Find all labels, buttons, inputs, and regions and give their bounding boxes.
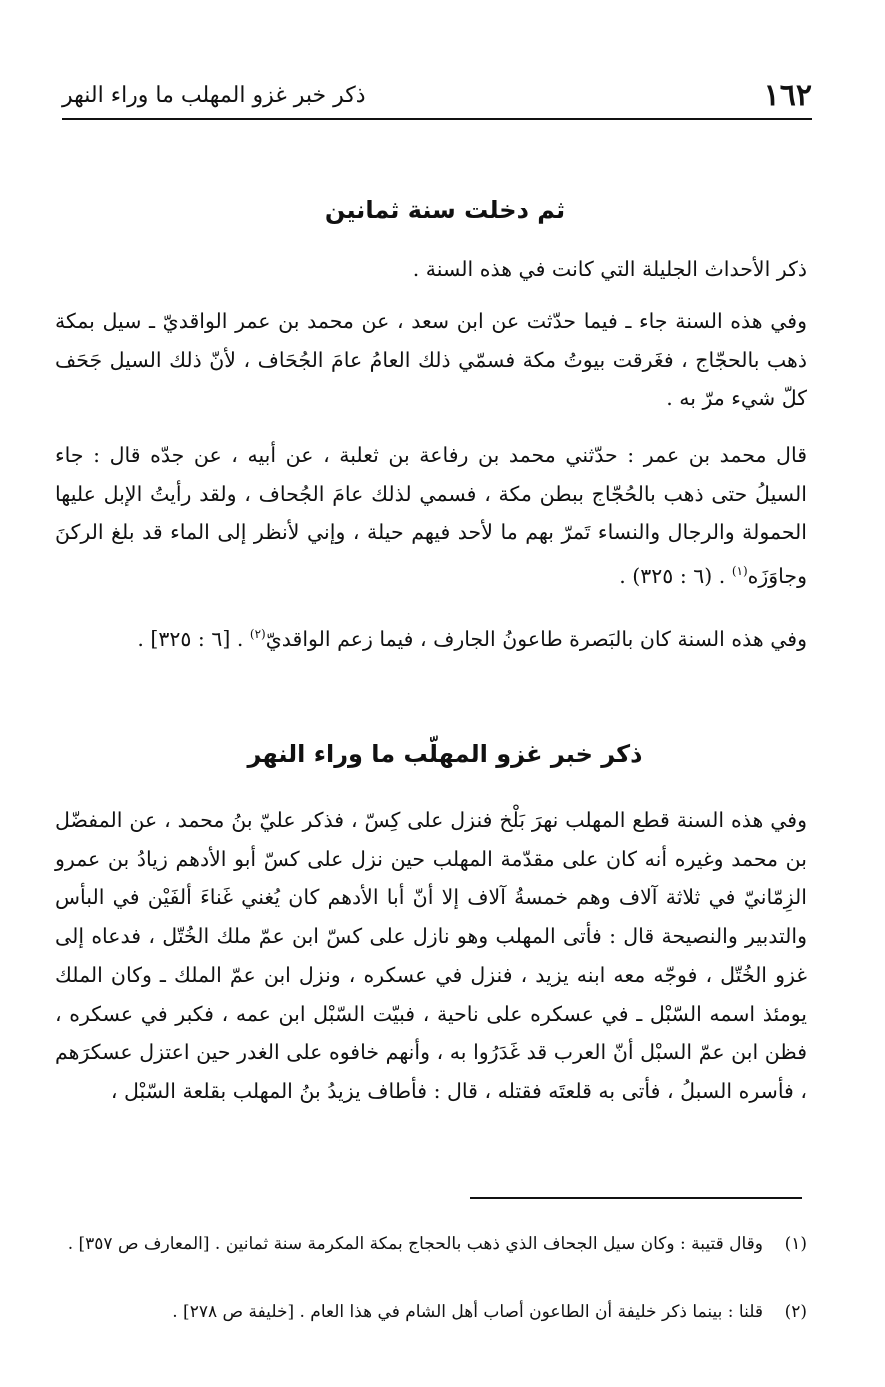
paragraph-flood [55, 302, 807, 418]
footnote-ref-2[interactable]: (٢) [249, 627, 266, 641]
page-number: ١٦٢ [763, 78, 812, 113]
paragraph-body: وفي هذه السنة كان بالبَصرة طاعونُ الجارف ، فيما زعم الواقديّ [265, 626, 807, 651]
paragraph-muhallab [55, 801, 807, 1111]
running-header [62, 78, 812, 114]
footnote-text: قلنا : بينما ذكر خليفة أن الطاعون أصاب أهل الشام في هذا العام . [خليفة ص ٢٧٨] . [172, 1302, 763, 1322]
paragraph-narration [55, 436, 807, 596]
footnote-number: (٢) [784, 1302, 807, 1322]
section-heading-muhallab: ذكر خبر غزو المهلّب ما وراء النهر [247, 740, 643, 768]
source-ref: . [٦ : ٣٢٥] . [137, 626, 250, 651]
paragraph-text [55, 615, 807, 659]
footnote-1 [55, 1228, 807, 1260]
footnote-number: (١) [784, 1234, 807, 1254]
paragraph-body: قال محمد بن عمر : حدّثني محمد بن رفاعة بن ثعلبة ، عن أبيه ، عن جدّه قال : جاء السيلُ حتى ذهب بالحُجّاج ببطن مكة ، فسمي لذلك عامَ الجُحاف ، ولقد رأيتُ الإبل عليها الحمولة والرجال والنساء تَمرّ بهم ما لأحد فيهم حيلة ، وإني لأنظر إلى الماء قد بلغ الركنَ وجاوَزَه [55, 443, 807, 588]
paragraph-text [55, 436, 807, 596]
header-rule [62, 118, 812, 120]
intro-line: ذكر الأحداث الجليلة التي كانت في هذه السنة . [412, 257, 807, 281]
paragraph-text: وفي هذه السنة جاء ـ فيما حدّثت عن ابن سعد ، عن محمد بن عمر الواقديّ ـ سيل بمكة ذهب بالحجّاج ، فغَرقت بيوتُ مكة فسمّي ذلك العامُ عامَ الجُحَاف ، لأنّ ذلك السيل جَحَف كلّ شيء مرّ به . [55, 309, 807, 411]
section-intro [55, 250, 807, 289]
footnote-ref-1[interactable]: (١) [731, 564, 748, 579]
section-heading-year-80: ثم دخلت سنة ثمانين [324, 196, 566, 224]
paragraph-text: وفي هذه السنة قطع المهلب نهرَ بَلْخ فنزل على كِسّ ، فذكر عليّ بنُ محمد ، عن المفضّل بن محمد وغيره أنه كان على مقدّمة المهلب حين نزل على كسّ أبو الأدهم زيادُ بن عمرو الزِمّانيّ في ثلاثة آلاف وهم خمسةُ آلاف إلا أنّ أبا الأدهم كان يُغني غَناءَ ألفَيْن في البأس والتدبير والنصيحة قال : فأتى المهلب وهو نازل على كسّ ابن عمّ ملك الخُتّل ، فدعاه إلى غزو الخُتّل ، فوجّه معه ابنه يزيد ، فنزل في عسكره ، ونزل ابن عمّ الملك ـ وكان الملك يومئذ اسمه السّبْل ـ في عسكره على ناحية ، فبيّت السّبْل ابن عمه ، فكبر في عسكره ، فظن ابن عمّ السبْل أنّ العرب قد غَدَرُوا به ، وأنهم خافوه على الغدر حين اعتزل عسكرَهم ، فأسره السبلُ ، فأتى به قلعتَه فقتله ، قال : فأطاف يزيدُ بنُ المهلب بقلعة السّبْل ، [55, 808, 807, 1103]
source-ref: . (٦ : ٣٢٥) . [619, 563, 732, 588]
running-title: ذكر خبر غزو المهلب ما وراء النهر [62, 83, 366, 108]
footnote-text: وقال قتيبة : وكان سيل الجحاف الذي ذهب بالحجاج بمكة المكرمة سنة ثمانين . [المعارف ص ٣٥٧] . [67, 1234, 763, 1254]
footnote-rule [470, 1197, 802, 1199]
paragraph-plague [55, 615, 807, 659]
footnote-2 [55, 1296, 807, 1328]
